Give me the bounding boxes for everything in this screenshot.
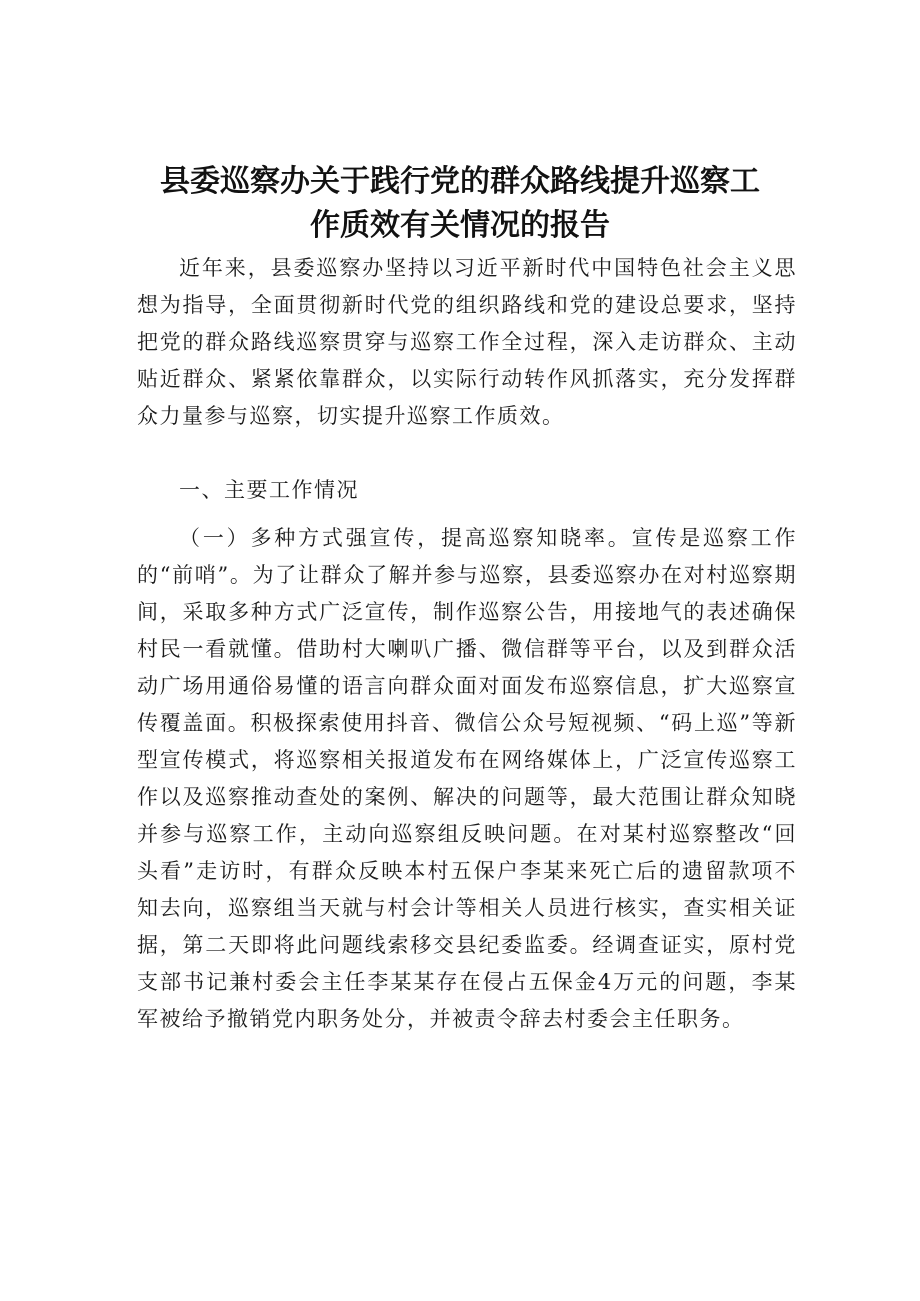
title-line-2: 作质效有关情况的报告 [310,208,610,243]
intro-paragraph: 近年来，县委巡察办坚持以习近平新时代中国特色社会主义思想为指导，全面贯彻新时代党的组织路线和党的建设总要求，坚持把党的群众路线巡察贯穿与巡察工作全过程，深入走访群众、主动贴近群众、紧紧依靠群众，以实际行动转作风抓落实，充分发挥群众力量参与巡察，切实提升巡察工作质效。 [137,256,797,428]
body-paragraph: （一）多种方式强宣传，提高巡察知晓率。宣传是巡察工作的“前哨”。为了让群众了解并参与巡察，县委巡察办在对村巡察期间，采取多种方式广泛宣传，制作巡察公告，用接地气的表述确保村民一看就懂。借助村大喇叭广播、微信群等平台，以及到群众活动广场用通俗易懂的语言向群众面对面发布巡察信息，扩大巡察宣传覆盖面。积极探索使用抖音、微信公众号短视频、“码上巡”等新型宣传模式，将巡察相关报道发布在网络媒体上，广泛宣传巡察工作以及巡察推动查处的案例、解决的问题等，最大范围让群众知晓并参与巡察工作，主动向巡察组反映问题。在对某村巡察整改“回头看”走访时，有群众反映本村五保户李某来死亡后的遗留款项不知去向，巡察组当天就与村会计等相关人员进行核实，查实相关证据，第二天即将此问题线索移交县纪委监委。经调查证实，原村党支部书记兼村委会主任李某某存在侵占五保金4万元的问题，李某军被给予撤销党内职务处分，并被责令辞去村委会主任职务。 [137,526,797,1031]
section-heading: 一、主要工作情况 [179,478,359,502]
document-title [130,160,790,248]
title-line-1: 县委巡察办关于践行党的群众路线提升巡察工 [160,164,760,199]
